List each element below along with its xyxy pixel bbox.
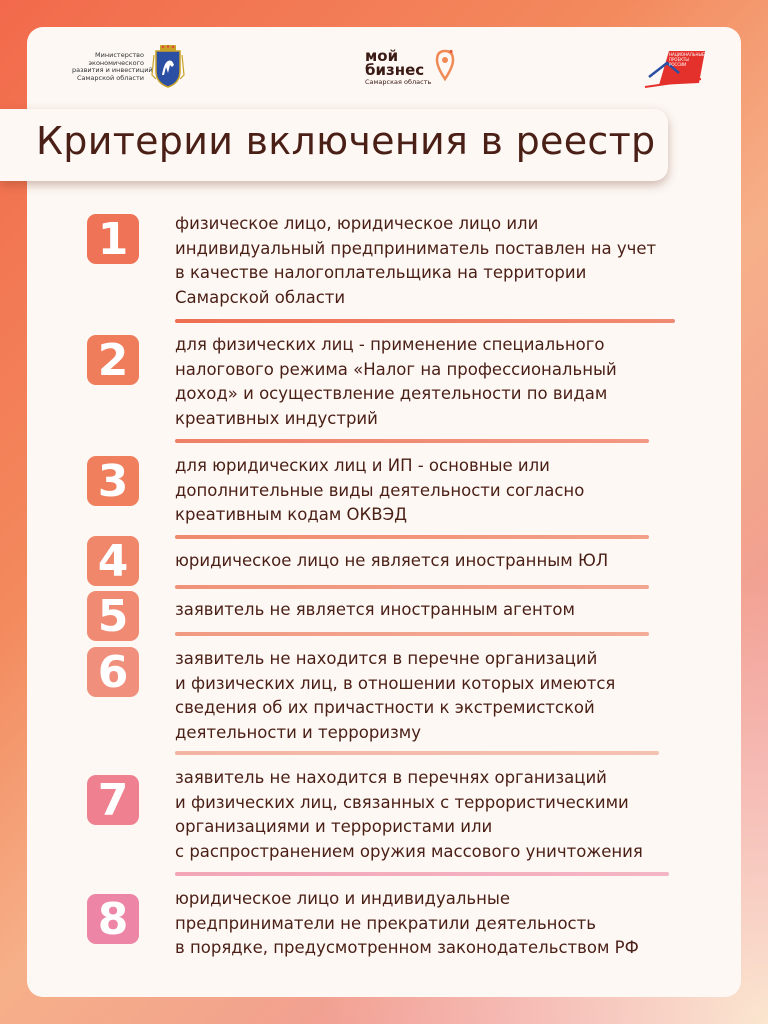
- criterion-text: заявитель не находится в перечне организаций и физических лиц, в отношении которых имеются сведения об их причастности к экстремистской деятельности и терроризму: [175, 649, 616, 742]
- criterion-text: физическое лицо, юридическое лицо или индивидуальный предприниматель поставлен на учет в качестве налогоплательщика на территории Самарской области: [175, 214, 657, 307]
- criterion-text: для физических лиц - применение специального налогового режима «Налог на профессиональный доход» и осуществление деятельности по видам креативных индустрий: [175, 335, 617, 428]
- criterion-text: заявитель не находится в перечнях организаций и физических лиц, связанных с террористическими организациями и террористами или с распространением оружия массового уничтожения: [175, 768, 643, 861]
- criterion-text: юридическое лицо не является иностранным ЮЛ: [175, 551, 609, 570]
- moi-biznes-line1: мой: [365, 47, 399, 65]
- criterion-separator: [175, 872, 669, 876]
- criterion-separator: [175, 751, 659, 755]
- moi-biznes-logo: [365, 49, 455, 87]
- moi-biznes-region: Самарская область: [365, 78, 432, 86]
- title-banner: [0, 109, 668, 181]
- criterion-number-badge: 2: [87, 335, 139, 385]
- criterion-number-badge: 1: [87, 214, 139, 264]
- national-projects-text: НАЦИОНАЛЬНЫЕ ПРОЕКТЫ РОССИИ: [669, 52, 705, 67]
- criterion-separator: [175, 585, 649, 589]
- logo-bar: [27, 27, 741, 117]
- criterion-number-badge: 3: [87, 456, 139, 506]
- criterion-number-badge: 4: [87, 536, 139, 586]
- criterion-number-badge: 6: [87, 647, 139, 697]
- ministry-name: Министерство экономического развития и инвестиций Самарской области: [72, 51, 153, 82]
- criterion-text: юридическое лицо и индивидуальные предприниматели не прекратили деятельность в порядке, предусмотренном законодательством РФ: [175, 889, 639, 957]
- ministry-logo: [72, 45, 186, 89]
- page-title: Критерии включения в реестр: [36, 119, 656, 163]
- moi-biznes-line2: бизнес: [365, 61, 425, 79]
- national-projects-logo-icon: [639, 49, 709, 91]
- criterion-number-badge: 5: [87, 591, 139, 641]
- criterion-text: заявитель не является иностранным агентом: [175, 600, 575, 619]
- criterion-separator: [175, 535, 649, 539]
- content-card: [27, 27, 741, 997]
- criterion-number-badge: 7: [87, 775, 139, 825]
- criterion-separator: [175, 319, 675, 323]
- location-pin-icon: [435, 49, 455, 85]
- criterion-separator: [175, 439, 649, 443]
- criterion-separator: [175, 632, 649, 636]
- criterion-text: для юридических лиц и ИП - основные или дополнительные виды деятельности согласно креативным кодам ОКВЭД: [175, 456, 585, 524]
- samara-crest-icon: [150, 45, 186, 89]
- criterion-number-badge: 8: [87, 894, 139, 944]
